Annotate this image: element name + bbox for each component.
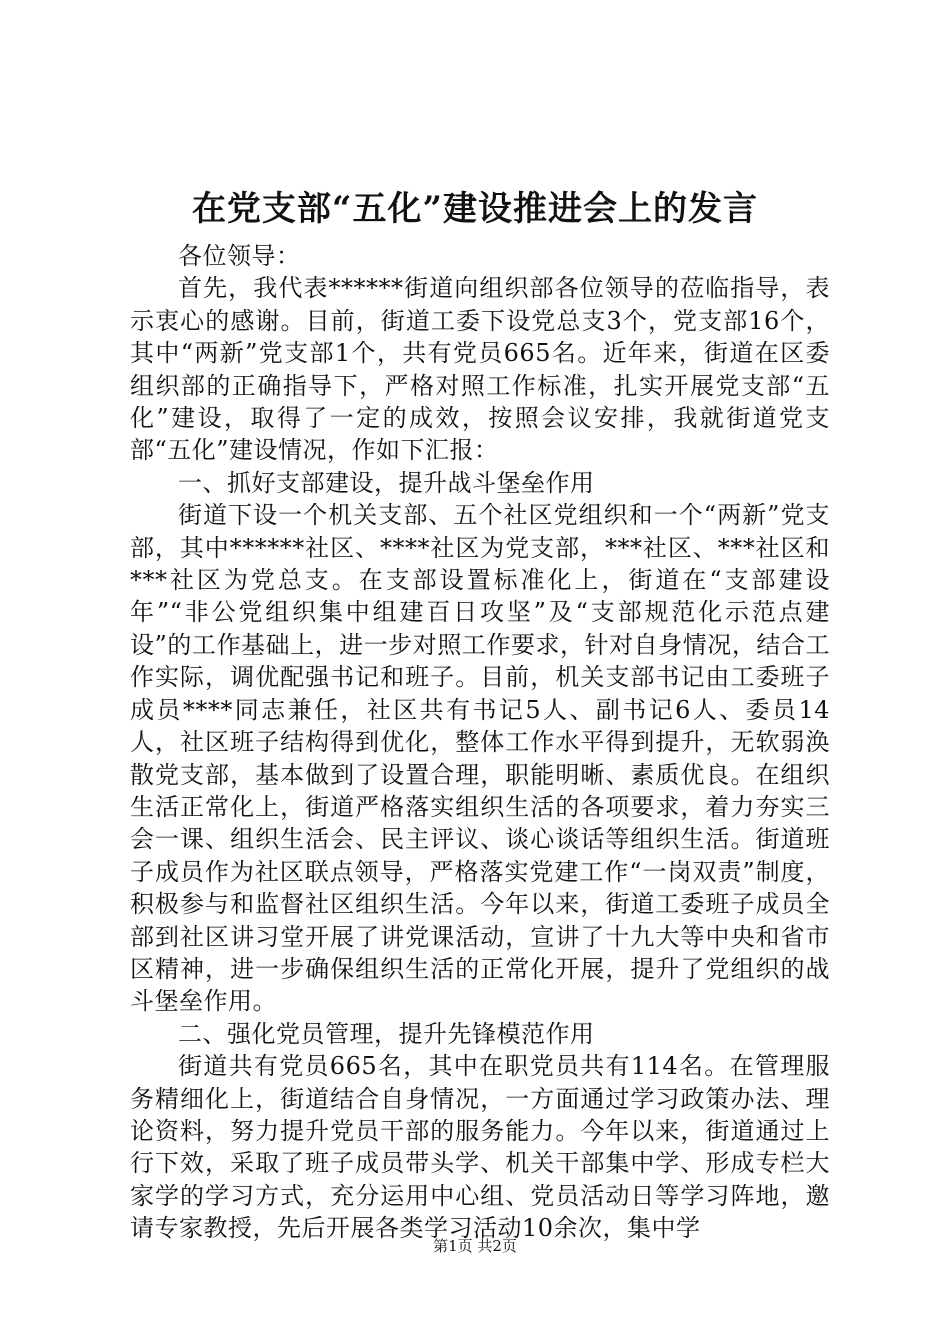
section-heading-2: 二、强化党员管理，提升先锋模范作用 xyxy=(178,1019,595,1048)
paragraph-section-1: 街道下设一个机关支部、五个社区党组织和一个“两新”党支部，其中******社区、****社区为党支部，***社区、***社区和***社区为党总支。在支部设置标准化上，街道在“支部建设年”“非公党组织集中组建百日攻坚”及“支部规范化示范点建设”的工作基础上，进一步对照工作要求，针对自身情况，结合工作实际，调优配强书记和班子。目前，机关支部书记由工委班子成员****同志兼任，社区共有书记5人、副书记6人、委员14人，社区班子结构得到优化，整体工作水平得到提升，无软弱涣散党支部，基本做到了设置合理，职能明晰、素质优良。在组织生活正常化上，街道严格落实组织生活的各项要求，着力夯实三会一课、组织生活会、民主评议、谈心谈话等组织生活。街道班子成员作为社区联点领导，严格落实党建工作“一岗双责”制度，积极参与和监督社区组织生活。今年以来，街道工委班子成员全部到社区讲习堂开展了讲党课活动，宣讲了十九大等中央和省市区精神，进一步确保组织生活的正常化开展，提升了党组织的战斗堡垒作用。 xyxy=(130,501,830,1016)
page-number-footer: 第1页 共2页 xyxy=(433,1237,517,1255)
paragraph-section-2: 街道共有党员665名，其中在职党员共有114名。在管理服务精细化上，街道结合自身情况，一方面通过学习政策办法、理论资料，努力提升党员干部的服务能力。今年以来，街道通过上行下效，采取了班子成员带头学、机关干部集中学、形成专栏大家学的学习方式，充分运用中心组、党员活动日等学习阵地，邀请专家教授，先后开展各类学习活动10余次，集中学 xyxy=(130,1052,830,1243)
document-body xyxy=(130,240,830,1245)
section-heading-1: 一、抓好支部建设，提升战斗堡垒作用 xyxy=(178,468,595,497)
greeting: 各位领导： xyxy=(178,242,301,270)
page-title: 在党支部“五化”建设推进会上的发言 xyxy=(191,189,759,229)
paragraph-intro: 首先，我代表******街道向组织部各位领导的莅临指导，表示衷心的感谢。目前，街道工委下设党总支3个，党支部16个，其中“两新”党支部1个，共有党员665名。近年来，街道在区委组织部的正确指导下，严格对照工作标准，扎实开展党支部“五化”建设，取得了一定的成效，按照会议安排，我就街道党支部“五化”建设情况，作如下汇报： xyxy=(130,274,830,465)
